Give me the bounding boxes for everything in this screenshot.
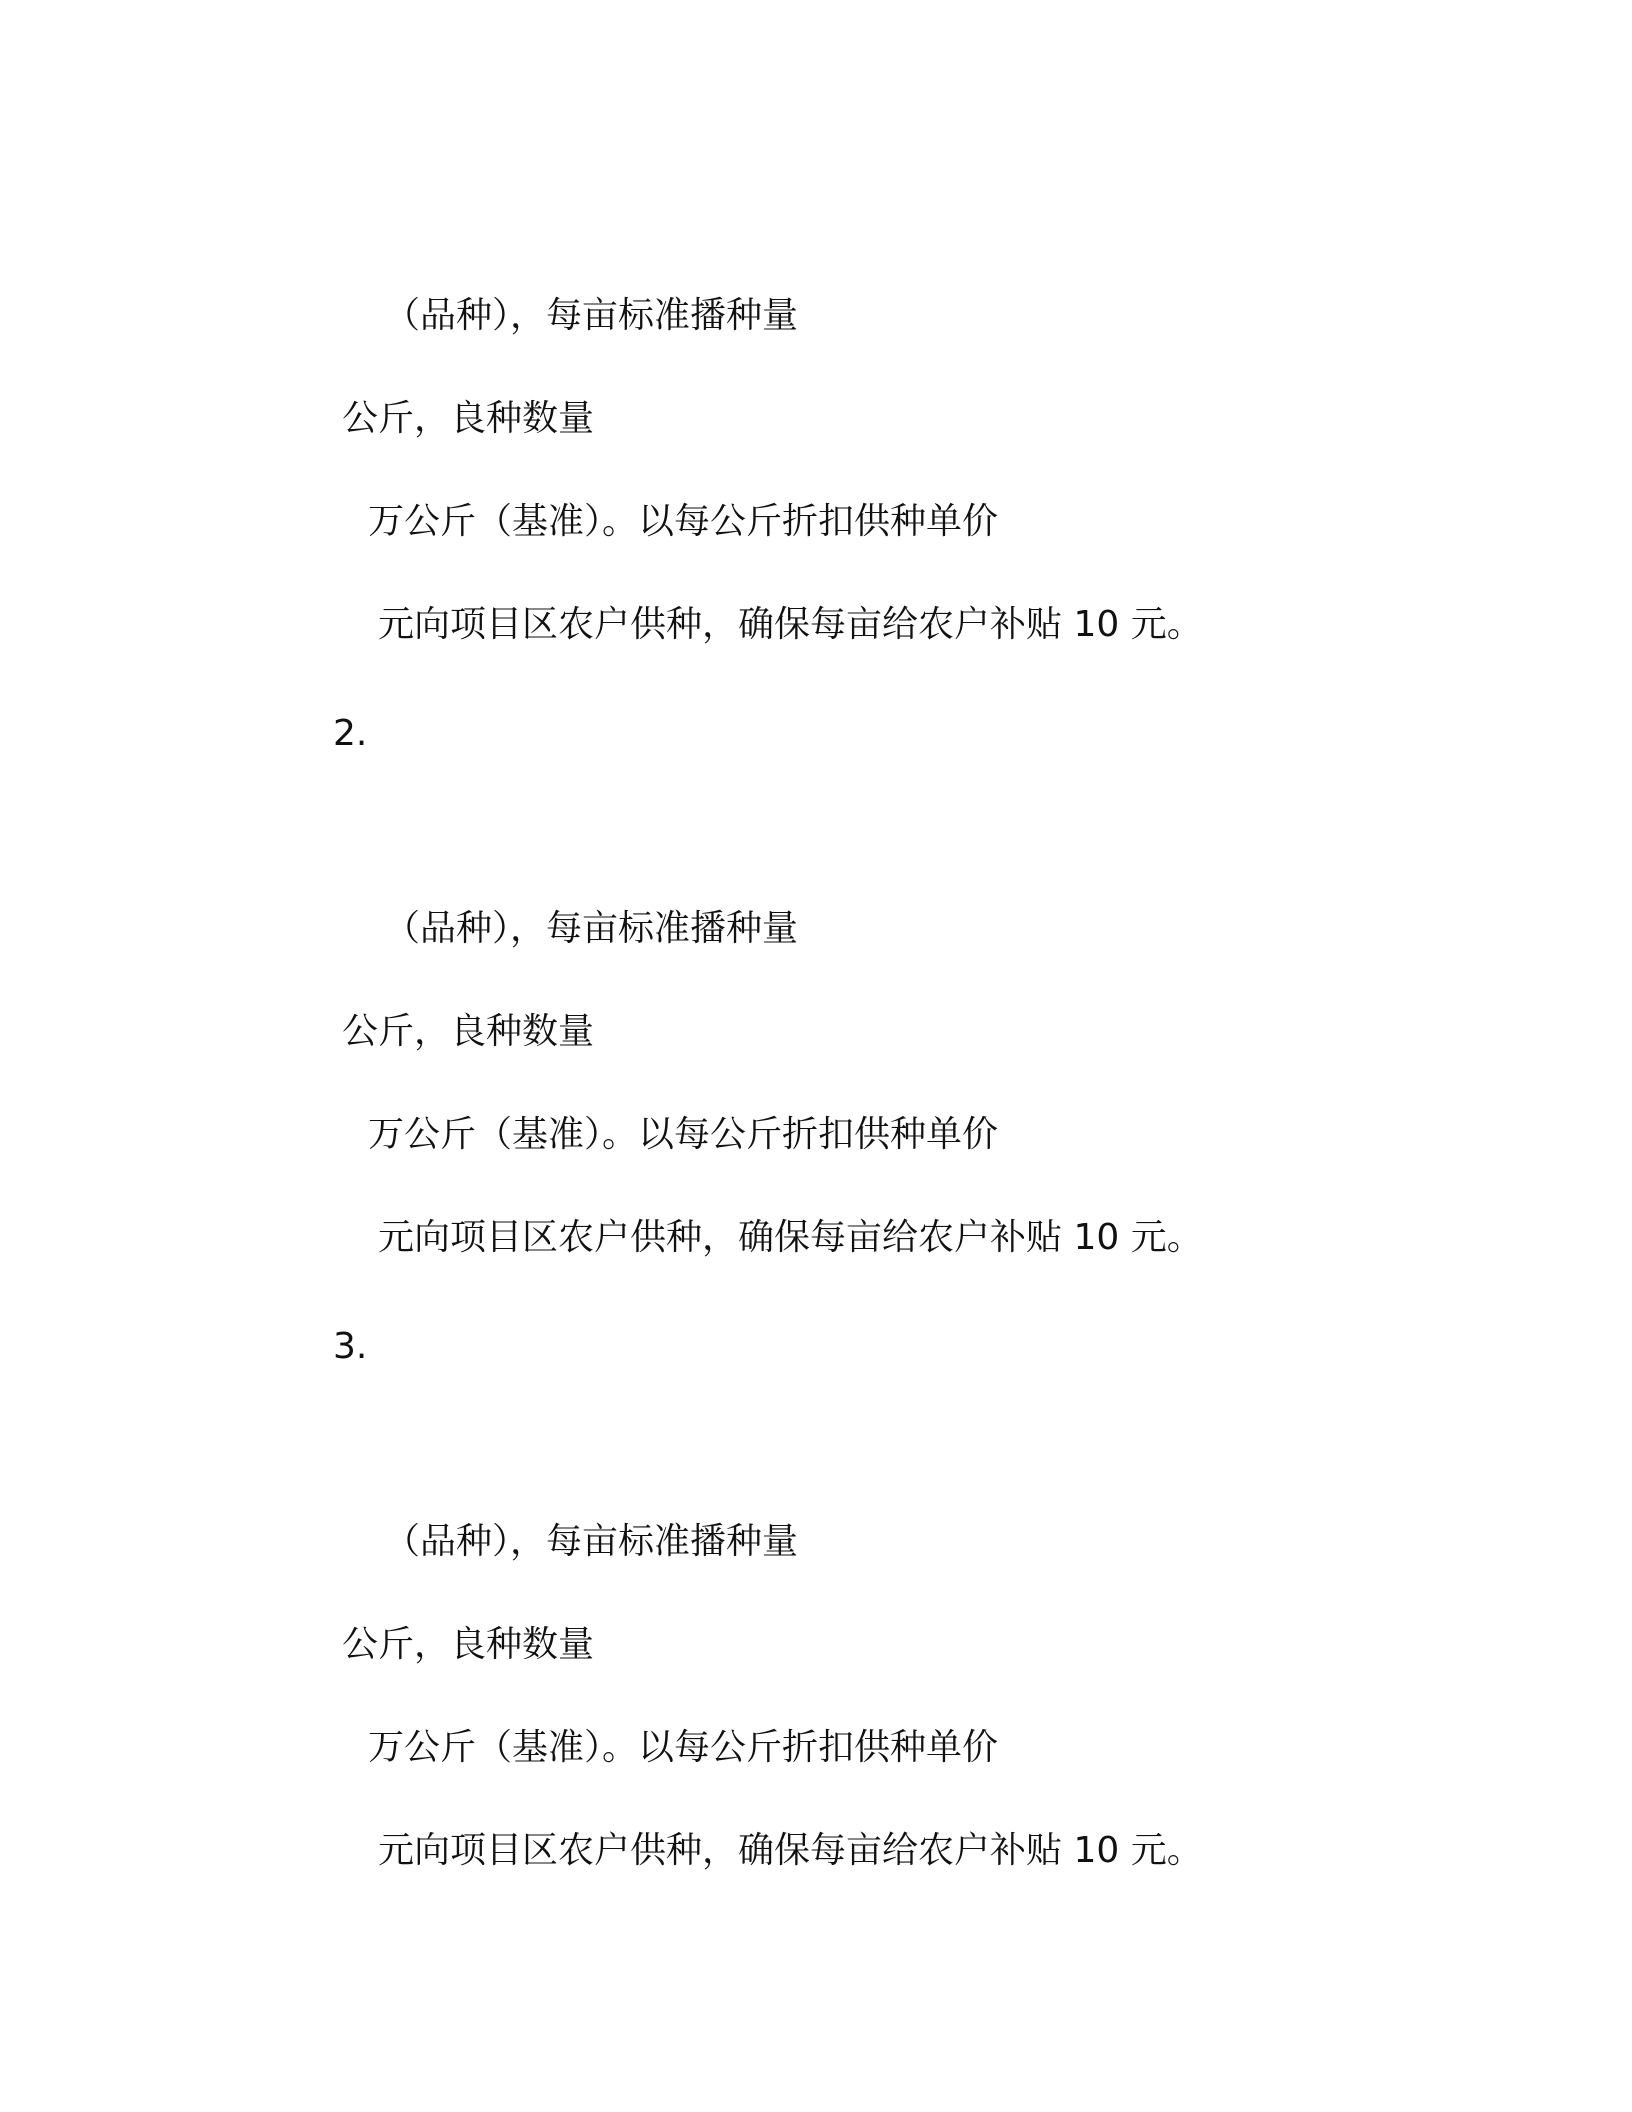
item-3-variety-line: （品种），每亩标准播种量 [384, 1521, 799, 1562]
item-1-price-line: 万公斤（基准）。以每公斤折扣供种单价 [368, 501, 999, 542]
item-2-variety-line: （品种），每亩标准播种量 [384, 908, 799, 949]
item-3-price-line: 万公斤（基准）。以每公斤折扣供种单价 [368, 1727, 999, 1768]
item-1-quantity-line: 公斤，良种数量 [342, 398, 595, 439]
item-2-price-line: 万公斤（基准）。以每公斤折扣供种单价 [368, 1114, 999, 1155]
item-2-quantity-line: 公斤，良种数量 [342, 1011, 595, 1052]
item-3-number: 3. [333, 1326, 368, 1367]
item-3-subsidy-line: 元向项目区农户供种，确保每亩给农户补贴 10 元。 [378, 1830, 1203, 1871]
item-2-number: 2. [333, 713, 368, 754]
item-3-quantity-line: 公斤，良种数量 [342, 1624, 595, 1665]
item-1-variety-line: （品种），每亩标准播种量 [384, 295, 799, 336]
item-2-subsidy-line: 元向项目区农户供种，确保每亩给农户补贴 10 元。 [378, 1217, 1203, 1258]
item-1-subsidy-line: 元向项目区农户供种，确保每亩给农户补贴 10 元。 [378, 604, 1203, 645]
